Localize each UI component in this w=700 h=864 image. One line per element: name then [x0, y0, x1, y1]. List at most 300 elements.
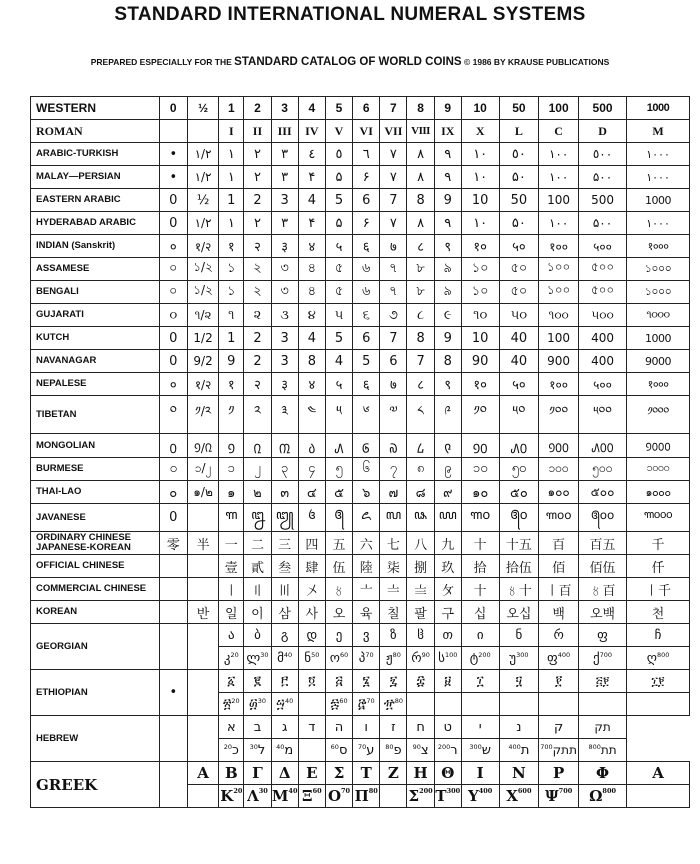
numeral-cell: 팔 — [407, 601, 434, 624]
numeral-cell: 〥百 — [578, 578, 626, 601]
numeral-cell: ༡/༢ — [187, 396, 218, 434]
numeral-cell: ૯ — [434, 304, 461, 327]
numeral-cell: ᠔ — [298, 434, 325, 458]
numeral-cell: 8 — [298, 350, 325, 373]
numeral-cell: ½ — [187, 97, 218, 120]
table-row — [31, 350, 690, 373]
numeral-cell: ᠐ — [159, 434, 187, 458]
numeral-cell — [434, 785, 461, 808]
row-label: GEORGIAN — [31, 624, 160, 670]
numeral-cell: २ — [244, 235, 271, 258]
numeral-cell: III — [271, 120, 298, 143]
numeral-cell: 七 — [380, 532, 407, 555]
value-subscript: 80 — [394, 696, 404, 705]
numeral-cell — [407, 647, 434, 670]
numeral-cell: ๓ — [271, 481, 298, 504]
numeral-cell: ٢ — [244, 166, 271, 189]
numeral-cell — [271, 785, 298, 808]
row-label: ASSAMESE — [31, 258, 160, 281]
numeral-cell: १० — [461, 373, 499, 396]
numeral-cell — [187, 716, 218, 762]
numeral-cell: 九 — [434, 532, 461, 555]
numeral-cell: Ζ — [380, 762, 407, 785]
numeral-cell: ٩ — [434, 143, 461, 166]
value-subscript: 800 — [588, 743, 601, 751]
numeral-cell: ০ — [159, 281, 187, 304]
numeral-cell: १००० — [627, 235, 690, 258]
numeral-cell: ד — [298, 716, 325, 739]
numeral-cell: 5 — [353, 350, 380, 373]
numeral-cell: ١ — [219, 212, 244, 235]
numeral-cell — [187, 120, 218, 143]
numeral-cell: ၈ — [407, 458, 434, 481]
numeral-glyph: Λ — [247, 787, 259, 805]
numeral-cell: ༥༠༠ — [578, 396, 626, 434]
numeral-cell: 3 — [271, 189, 298, 212]
table-row — [31, 281, 690, 304]
numeral-cell: Α — [187, 762, 218, 785]
numeral-cell: 9000 — [627, 350, 690, 373]
numeral-cell: ᠕ — [325, 434, 352, 458]
numeral-cell — [159, 716, 187, 762]
numeral-glyph: ლ — [246, 650, 261, 666]
numeral-cell: I — [219, 120, 244, 143]
numeral-cell — [380, 693, 407, 716]
numeral-cell: 佰 — [539, 555, 579, 578]
numeral-cell: ז — [380, 716, 407, 739]
numeral-cell: 一 — [219, 532, 244, 555]
numeral-cell: 〥 — [325, 578, 352, 601]
value-subscript: 80 — [385, 742, 394, 751]
numeral-cell: 6 — [353, 97, 380, 120]
numeral-cell: ٥٠ — [499, 143, 539, 166]
numeral-cell: ৬ — [353, 258, 380, 281]
numeral-cell: ૧૦ — [461, 304, 499, 327]
numeral-cell: 400 — [578, 327, 626, 350]
numeral-cell: ᠒ — [244, 434, 271, 458]
numeral-cell: א — [219, 716, 244, 739]
numeral-cell: ꧗ — [380, 504, 407, 532]
numeral-cell: १/२ — [187, 235, 218, 258]
numeral-cell: ٥٠٠ — [578, 143, 626, 166]
numeral-cell: ५ — [325, 373, 352, 396]
numeral-cell: 〢 — [244, 578, 271, 601]
row-label: BENGALI — [31, 281, 160, 304]
numeral-cell — [461, 647, 499, 670]
numeral-glyph: ნ — [304, 650, 312, 666]
numeral-cell: 100 — [539, 97, 579, 120]
numeral-cell: 삼 — [271, 601, 298, 624]
numeral-cell: ৮ — [407, 258, 434, 281]
numeral-cell: Ν — [499, 762, 539, 785]
numeral-cell — [578, 739, 626, 762]
value-subscript: 70 — [341, 787, 351, 795]
numeral-cell: ९ — [434, 235, 461, 258]
numeral-cell: ٦ — [353, 143, 380, 166]
numeral-cell: ७ — [380, 373, 407, 396]
numeral-cell: ፩ — [219, 670, 244, 693]
value-subscript: 20 — [231, 696, 240, 705]
numeral-cell: ২ — [244, 281, 271, 304]
numeral-glyph: ქ — [592, 650, 600, 666]
numeral-cell: ה — [325, 716, 352, 739]
numeral-cell: D — [578, 120, 626, 143]
numeral-cell: 八 — [407, 532, 434, 555]
table-row — [31, 762, 690, 785]
numeral-cell: დ — [298, 624, 325, 647]
row-label: THAI-LAO — [31, 481, 160, 504]
numeral-cell: 100 — [539, 327, 579, 350]
numeral-cell: ٨ — [407, 143, 434, 166]
numeral-cell: 0 — [159, 189, 187, 212]
numeral-cell: ꧑꧐꧐꧐ — [627, 504, 690, 532]
numeral-cell — [434, 693, 461, 716]
numeral-cell: IV — [298, 120, 325, 143]
numeral-cell: 0 — [159, 327, 187, 350]
numeral-cell: ༣ — [271, 396, 298, 434]
numeral-cell: 이 — [244, 601, 271, 624]
numeral-cell: 50 — [499, 97, 539, 120]
numeral-cell: ٩ — [434, 166, 461, 189]
numeral-cell: ๑/๒ — [187, 481, 218, 504]
numeral-cell: 400 — [578, 350, 626, 373]
row-label: ORDINARY CHINESE JAPANESE-KOREAN — [31, 532, 160, 555]
numeral-cell — [271, 739, 298, 762]
numeral-glyph: ר — [450, 742, 458, 758]
numeral-cell: ١٠ — [461, 166, 499, 189]
numeral-cell — [159, 578, 187, 601]
numeral-cell: ٧ — [380, 143, 407, 166]
numeral-cell: 1 — [219, 189, 244, 212]
numeral-cell: ၃ — [271, 458, 298, 481]
row-label: KUTCH — [31, 327, 160, 350]
numeral-cell: ૫૦૦ — [578, 304, 626, 327]
numeral-cell: 1000 — [627, 327, 690, 350]
numeral-cell: 육 — [353, 601, 380, 624]
numeral-cell: ۵ — [325, 212, 352, 235]
value-subscript: 30 — [257, 696, 266, 705]
numeral-cell: 7 — [380, 327, 407, 350]
numeral-cell: 1 — [219, 97, 244, 120]
numeral-cell — [244, 785, 271, 808]
numeral-cell: 肆 — [298, 555, 325, 578]
numeral-glyph: Υ — [468, 787, 479, 805]
numeral-cell — [187, 670, 218, 716]
numeral-glyph: ע — [366, 742, 375, 758]
numeral-cell — [461, 785, 499, 808]
numeral-cell: 2 — [244, 97, 271, 120]
numeral-cell: 〡千 — [627, 578, 690, 601]
value-subscript: 40 — [288, 787, 298, 795]
table-row — [31, 143, 690, 166]
numeral-glyph: פ — [393, 742, 402, 758]
numeral-cell — [434, 739, 461, 762]
numeral-glyph: Χ — [506, 787, 518, 805]
numeral-cell: 1/2 — [187, 327, 218, 350]
value-subscript: 30 — [249, 742, 258, 751]
numeral-cell — [380, 739, 407, 762]
numeral-cell — [325, 785, 352, 808]
numeral-cell — [380, 785, 407, 808]
numeral-cell: 100 — [539, 189, 579, 212]
numeral-cell: ၁ — [219, 458, 244, 481]
numeral-cell: ꧓ — [271, 504, 298, 532]
numeral-cell: תק — [578, 716, 626, 739]
numeral-cell: 6 — [353, 327, 380, 350]
value-subscript: 20 — [233, 787, 243, 795]
numeral-cell — [219, 647, 244, 670]
numeral-cell: ૫ — [325, 304, 352, 327]
numeral-cell: ৪ — [298, 281, 325, 304]
numeral-cell: ༡༠༠ — [539, 396, 579, 434]
table-row — [31, 327, 690, 350]
numeral-glyph: პ — [358, 650, 366, 666]
numeral-glyph: Ψ — [544, 787, 559, 805]
numeral-cell: ᠕᠐ — [499, 434, 539, 458]
numeral-cell — [407, 785, 434, 808]
numeral-cell: ૫૦ — [499, 304, 539, 327]
table-row — [31, 235, 690, 258]
value-subscript: 30 — [258, 787, 268, 795]
numeral-cell: ፭፻ — [578, 670, 626, 693]
numeral-cell: ፯ — [380, 670, 407, 693]
numeral-cell: ૮ — [407, 304, 434, 327]
numeral-cell: ט — [434, 716, 461, 739]
numeral-cell — [578, 785, 626, 808]
numeral-cell: ૭ — [380, 304, 407, 327]
numeral-cell: C — [539, 120, 579, 143]
numeral-cell: ৫০ — [499, 281, 539, 304]
numeral-cell: ५०० — [578, 235, 626, 258]
numeral-cell: ৫০ — [499, 258, 539, 281]
numeral-cell: ꧕꧐ — [499, 504, 539, 532]
numeral-cell: ١٠٠ — [539, 212, 579, 235]
numeral-cell: 1000 — [627, 97, 690, 120]
numeral-cell: ৪ — [298, 258, 325, 281]
numeral-cell: 5 — [325, 189, 352, 212]
numeral-cell: 900 — [539, 350, 579, 373]
numeral-cell: ١٠٠ — [539, 143, 579, 166]
value-subscript: 60 — [339, 650, 349, 659]
value-subscript: 300 — [469, 742, 482, 751]
table-row — [31, 624, 690, 647]
numeral-cell: თ — [434, 624, 461, 647]
subtitle-catalog: STANDARD CATALOG OF WORLD COINS — [234, 56, 462, 68]
numeral-glyph: უ — [509, 650, 517, 666]
numeral-glyph: ფ — [547, 650, 558, 666]
numeral-cell: ۵٠٠ — [578, 166, 626, 189]
numeral-cell: ᠙ — [434, 434, 461, 458]
numeral-cell: ၅ — [325, 458, 352, 481]
table-row — [31, 304, 690, 327]
numeral-cell: 4 — [298, 189, 325, 212]
numeral-cell — [219, 693, 244, 716]
numeral-cell: ג — [271, 716, 298, 739]
numeral-cell: ᠗ — [380, 434, 407, 458]
numeral-cell: ፻ — [539, 670, 579, 693]
numeral-cell: ח — [407, 716, 434, 739]
numeral-cell: ნ — [499, 624, 539, 647]
numeral-cell — [499, 785, 539, 808]
numeral-cell: 千 — [627, 532, 690, 555]
numeral-cell: ১০০ — [539, 281, 579, 304]
numeral-cell: ༢ — [244, 396, 271, 434]
numeral-cell: ༧ — [380, 396, 407, 434]
numeral-cell: 百 — [539, 532, 579, 555]
numeral-cell — [499, 647, 539, 670]
numeral-cell: ༡ — [219, 396, 244, 434]
table-row — [31, 670, 690, 693]
numeral-glyph: ჟ — [385, 650, 393, 666]
value-subscript: 800 — [602, 787, 616, 795]
numeral-cell — [407, 693, 434, 716]
numeral-cell: ৫০০ — [578, 258, 626, 281]
numeral-cell: ༩ — [434, 396, 461, 434]
value-subscript: 80 — [392, 650, 401, 659]
numeral-cell: Θ — [434, 762, 461, 785]
numeral-cell: 0 — [159, 350, 187, 373]
numeral-cell: 사 — [298, 601, 325, 624]
numeral-cell: ٤ — [298, 143, 325, 166]
numeral-cell: ৭ — [380, 281, 407, 304]
numeral-cell — [499, 693, 539, 716]
numeral-cell: ᠖ — [353, 434, 380, 458]
numeral-cell: 3 — [271, 327, 298, 350]
numeral-cell: ١٠٠ — [539, 166, 579, 189]
numeral-table — [30, 96, 690, 808]
numeral-cell: ༨ — [407, 396, 434, 434]
numeral-cell: ፰ — [407, 670, 434, 693]
numeral-cell: 500 — [578, 189, 626, 212]
numeral-cell: י — [461, 716, 499, 739]
numeral-cell: ๘ — [407, 481, 434, 504]
numeral-cell: Ι — [461, 762, 499, 785]
numeral-cell: ۶ — [353, 166, 380, 189]
numeral-cell — [187, 555, 218, 578]
value-subscript: 60 — [312, 787, 322, 795]
numeral-cell: ١٠٠٠ — [627, 143, 690, 166]
numeral-cell: 〤 — [298, 578, 325, 601]
numeral-cell: 3 — [271, 97, 298, 120]
numeral-cell — [627, 647, 690, 670]
numeral-cell: M — [627, 120, 690, 143]
numeral-cell: १००० — [627, 373, 690, 396]
numeral-cell: २ — [244, 373, 271, 396]
numeral-cell: ١/٢ — [187, 143, 218, 166]
numeral-cell: १०० — [539, 235, 579, 258]
numeral-cell: ა — [219, 624, 244, 647]
numeral-cell: ๕ — [325, 481, 352, 504]
numeral-cell: VI — [353, 120, 380, 143]
numeral-cell: L — [499, 120, 539, 143]
numeral-cell: ৯ — [434, 281, 461, 304]
row-label: GUJARATI — [31, 304, 160, 327]
numeral-cell: ፮ — [353, 670, 380, 693]
numeral-cell: ე — [325, 624, 352, 647]
numeral-cell: 50 — [499, 189, 539, 212]
numeral-cell: 오 — [325, 601, 352, 624]
numeral-glyph: ო — [329, 650, 340, 666]
row-label: TIBETAN — [31, 396, 160, 434]
numeral-cell: ½ — [187, 189, 218, 212]
value-subscript: 90 — [412, 742, 421, 751]
numeral-cell: ٧ — [380, 166, 407, 189]
value-subscript: 70 — [366, 696, 375, 705]
numeral-cell: ፲ — [461, 670, 499, 693]
table-row — [31, 481, 690, 504]
numeral-cell: ২ — [244, 258, 271, 281]
numeral-cell — [539, 785, 579, 808]
numeral-cell: 佰伍 — [578, 555, 626, 578]
value-subscript: 60 — [339, 696, 348, 705]
table-row — [31, 458, 690, 481]
numeral-glyph: Μ — [271, 787, 289, 805]
row-label: ROMAN — [31, 120, 160, 143]
numeral-glyph: ፷ — [330, 696, 340, 712]
numeral-cell: ꧖ — [353, 504, 380, 532]
numeral-glyph: Τ — [435, 787, 447, 805]
numeral-cell: ৫ — [325, 281, 352, 304]
row-label: NAVANAGAR — [31, 350, 160, 373]
numeral-cell — [578, 693, 626, 716]
numeral-cell: 1 — [219, 327, 244, 350]
numeral-cell: 9 — [434, 189, 461, 212]
numeral-cell — [325, 647, 352, 670]
numeral-cell: ۵٠ — [499, 212, 539, 235]
numeral-cell: Τ — [353, 762, 380, 785]
numeral-cell: ১০ — [461, 258, 499, 281]
numeral-cell — [298, 739, 325, 762]
numeral-glyph: ס — [338, 742, 348, 758]
numeral-cell — [244, 647, 271, 670]
numeral-cell: ० — [159, 373, 187, 396]
numeral-cell: ๑๐๐ — [539, 481, 579, 504]
numeral-cell: ჩ — [627, 624, 690, 647]
numeral-cell: ૦ — [159, 304, 187, 327]
numeral-cell: ๔ — [298, 481, 325, 504]
table-row — [31, 578, 690, 601]
numeral-glyph: ת — [520, 742, 530, 758]
numeral-cell — [380, 647, 407, 670]
numeral-cell: ზ — [380, 624, 407, 647]
numeral-cell: ১/২ — [187, 258, 218, 281]
numeral-cell: ३ — [271, 235, 298, 258]
numeral-cell: 8 — [407, 97, 434, 120]
numeral-cell: VII — [380, 120, 407, 143]
numeral-glyph: კ — [223, 650, 231, 666]
numeral-cell: Η — [407, 762, 434, 785]
numeral-cell: X — [461, 120, 499, 143]
numeral-cell: 0 — [159, 504, 187, 532]
numeral-cell — [244, 739, 271, 762]
table-row — [31, 97, 690, 120]
numeral-cell — [353, 739, 380, 762]
numeral-cell: 貳 — [244, 555, 271, 578]
numeral-cell: 오백 — [578, 601, 626, 624]
value-subscript: 700 — [599, 650, 613, 659]
numeral-cell: 백 — [539, 601, 579, 624]
numeral-cell: ፱ — [434, 670, 461, 693]
numeral-cell: 〣 — [271, 578, 298, 601]
numeral-cell: ۴ — [298, 212, 325, 235]
numeral-cell: ૧/૨ — [187, 304, 218, 327]
numeral-cell: ၁၀၀ — [539, 458, 579, 481]
numeral-cell: ١٠ — [461, 212, 499, 235]
numeral-cell: ७ — [380, 235, 407, 258]
numeral-cell: ૧૦૦૦ — [627, 304, 690, 327]
row-label: WESTERN — [31, 97, 160, 120]
numeral-cell — [298, 785, 325, 808]
